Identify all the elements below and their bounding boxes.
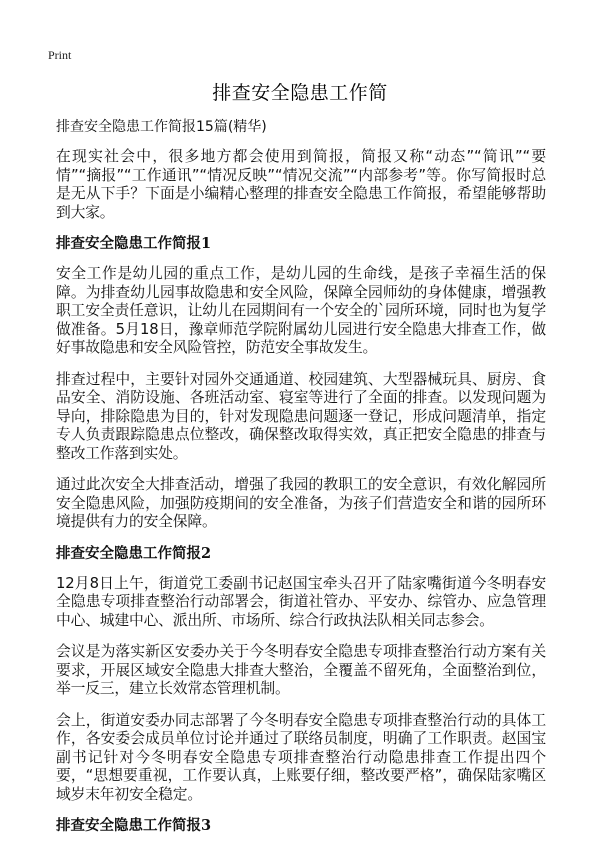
print-label: Print (48, 48, 72, 62)
document-subtitle: 排查安全隐患工作简报15篇(精华) (56, 119, 267, 135)
page-title: 排查安全隐患工作简 (212, 82, 388, 104)
section-2-paragraph-3: 会上，街道安委办同志部署了今冬明春安全隐患专项排查整治行动的具体工作，各安委会成员单位讨论并通过了联络员制度，明确了工作职责。赵国宝副书记针对今冬明春安全隐患专项排查整治行动隐患排查工作提出四个要，“思想要重视，工作要认真，上账要仔细，整改要严格”，确保陆家嘴区域岁末年初安全稳定。 (56, 711, 546, 803)
section-heading-1: 排查安全隐患工作简报1 (56, 235, 212, 252)
section-1-paragraph-2: 排查过程中，主要针对园外交通通道、校园建筑、大型器械玩具、厨房、食品安全、消防设施、各班活动室、寝室等进行了全面的排查。以发现问题为导向，排除隐患为目的，针对发现隐患问题逐一登记，形成问题清单，指定专人负责跟踪隐患点位整改，确保整改取得实效，真正把安全隐患的排查与整改工作落到实处。 (56, 370, 546, 462)
section-1-paragraph-3: 通过此次安全大排查活动，增强了我园的教职工的安全意识，有效化解园所安全隐患风险，加强防疫期间的安全准备，为孩子们营造安全和谐的园所环境提供有力的安全保障。 (56, 476, 546, 530)
section-heading-2: 排查安全隐患工作简报2 (56, 544, 212, 562)
section-2-paragraph-1: 12月8日上午，街道党工委副书记赵国宝牵头召开了陆家嘴街道今冬明春安全隐患专项排查整治行动部署会，街道社管办、平安办、综管办、应急管理中心、城建中心、派出所、市场所、综合行政执法队相关同志参会。 (56, 574, 546, 629)
document-body (56, 118, 546, 847)
section-1-paragraph-1: 安全工作是幼儿园的重点工作，是幼儿园的生命线，是孩子幸福生活的保障。为排查幼儿园事故隐患和安全风险，保障全园师幼的身体健康，增强教职工安全责任意识，让幼儿在园期间有一个安全的`园所环境，同时也为复学做准备。5月18日，豫章师范学院附属幼儿园进行安全隐患大排查工作，做好事故隐患和安全风险管控，防范安全事故发生。 (56, 265, 546, 356)
section-2-paragraph-2: 会议是为落实新区安委办关于今冬明春安全隐患专项排查整治行动方案有关要求，开展区域安全隐患大排查大整治，全覆盖不留死角，全面整治到位，举一反三，建立长效常态管理机制。 (56, 643, 546, 697)
intro-paragraph: 在现实社会中，很多地方都会使用到简报，简报又称“动态”“简讯”“要情”“摘报”“工作通讯”“情况反映”“情况交流”“内部参考”等。你写简报时总是无从下手？下面是小编精心整理的排查安全隐患工作简报，希望能够帮助到大家。 (56, 148, 546, 221)
section-heading-3: 排查安全隐患工作简报3 (56, 817, 212, 834)
